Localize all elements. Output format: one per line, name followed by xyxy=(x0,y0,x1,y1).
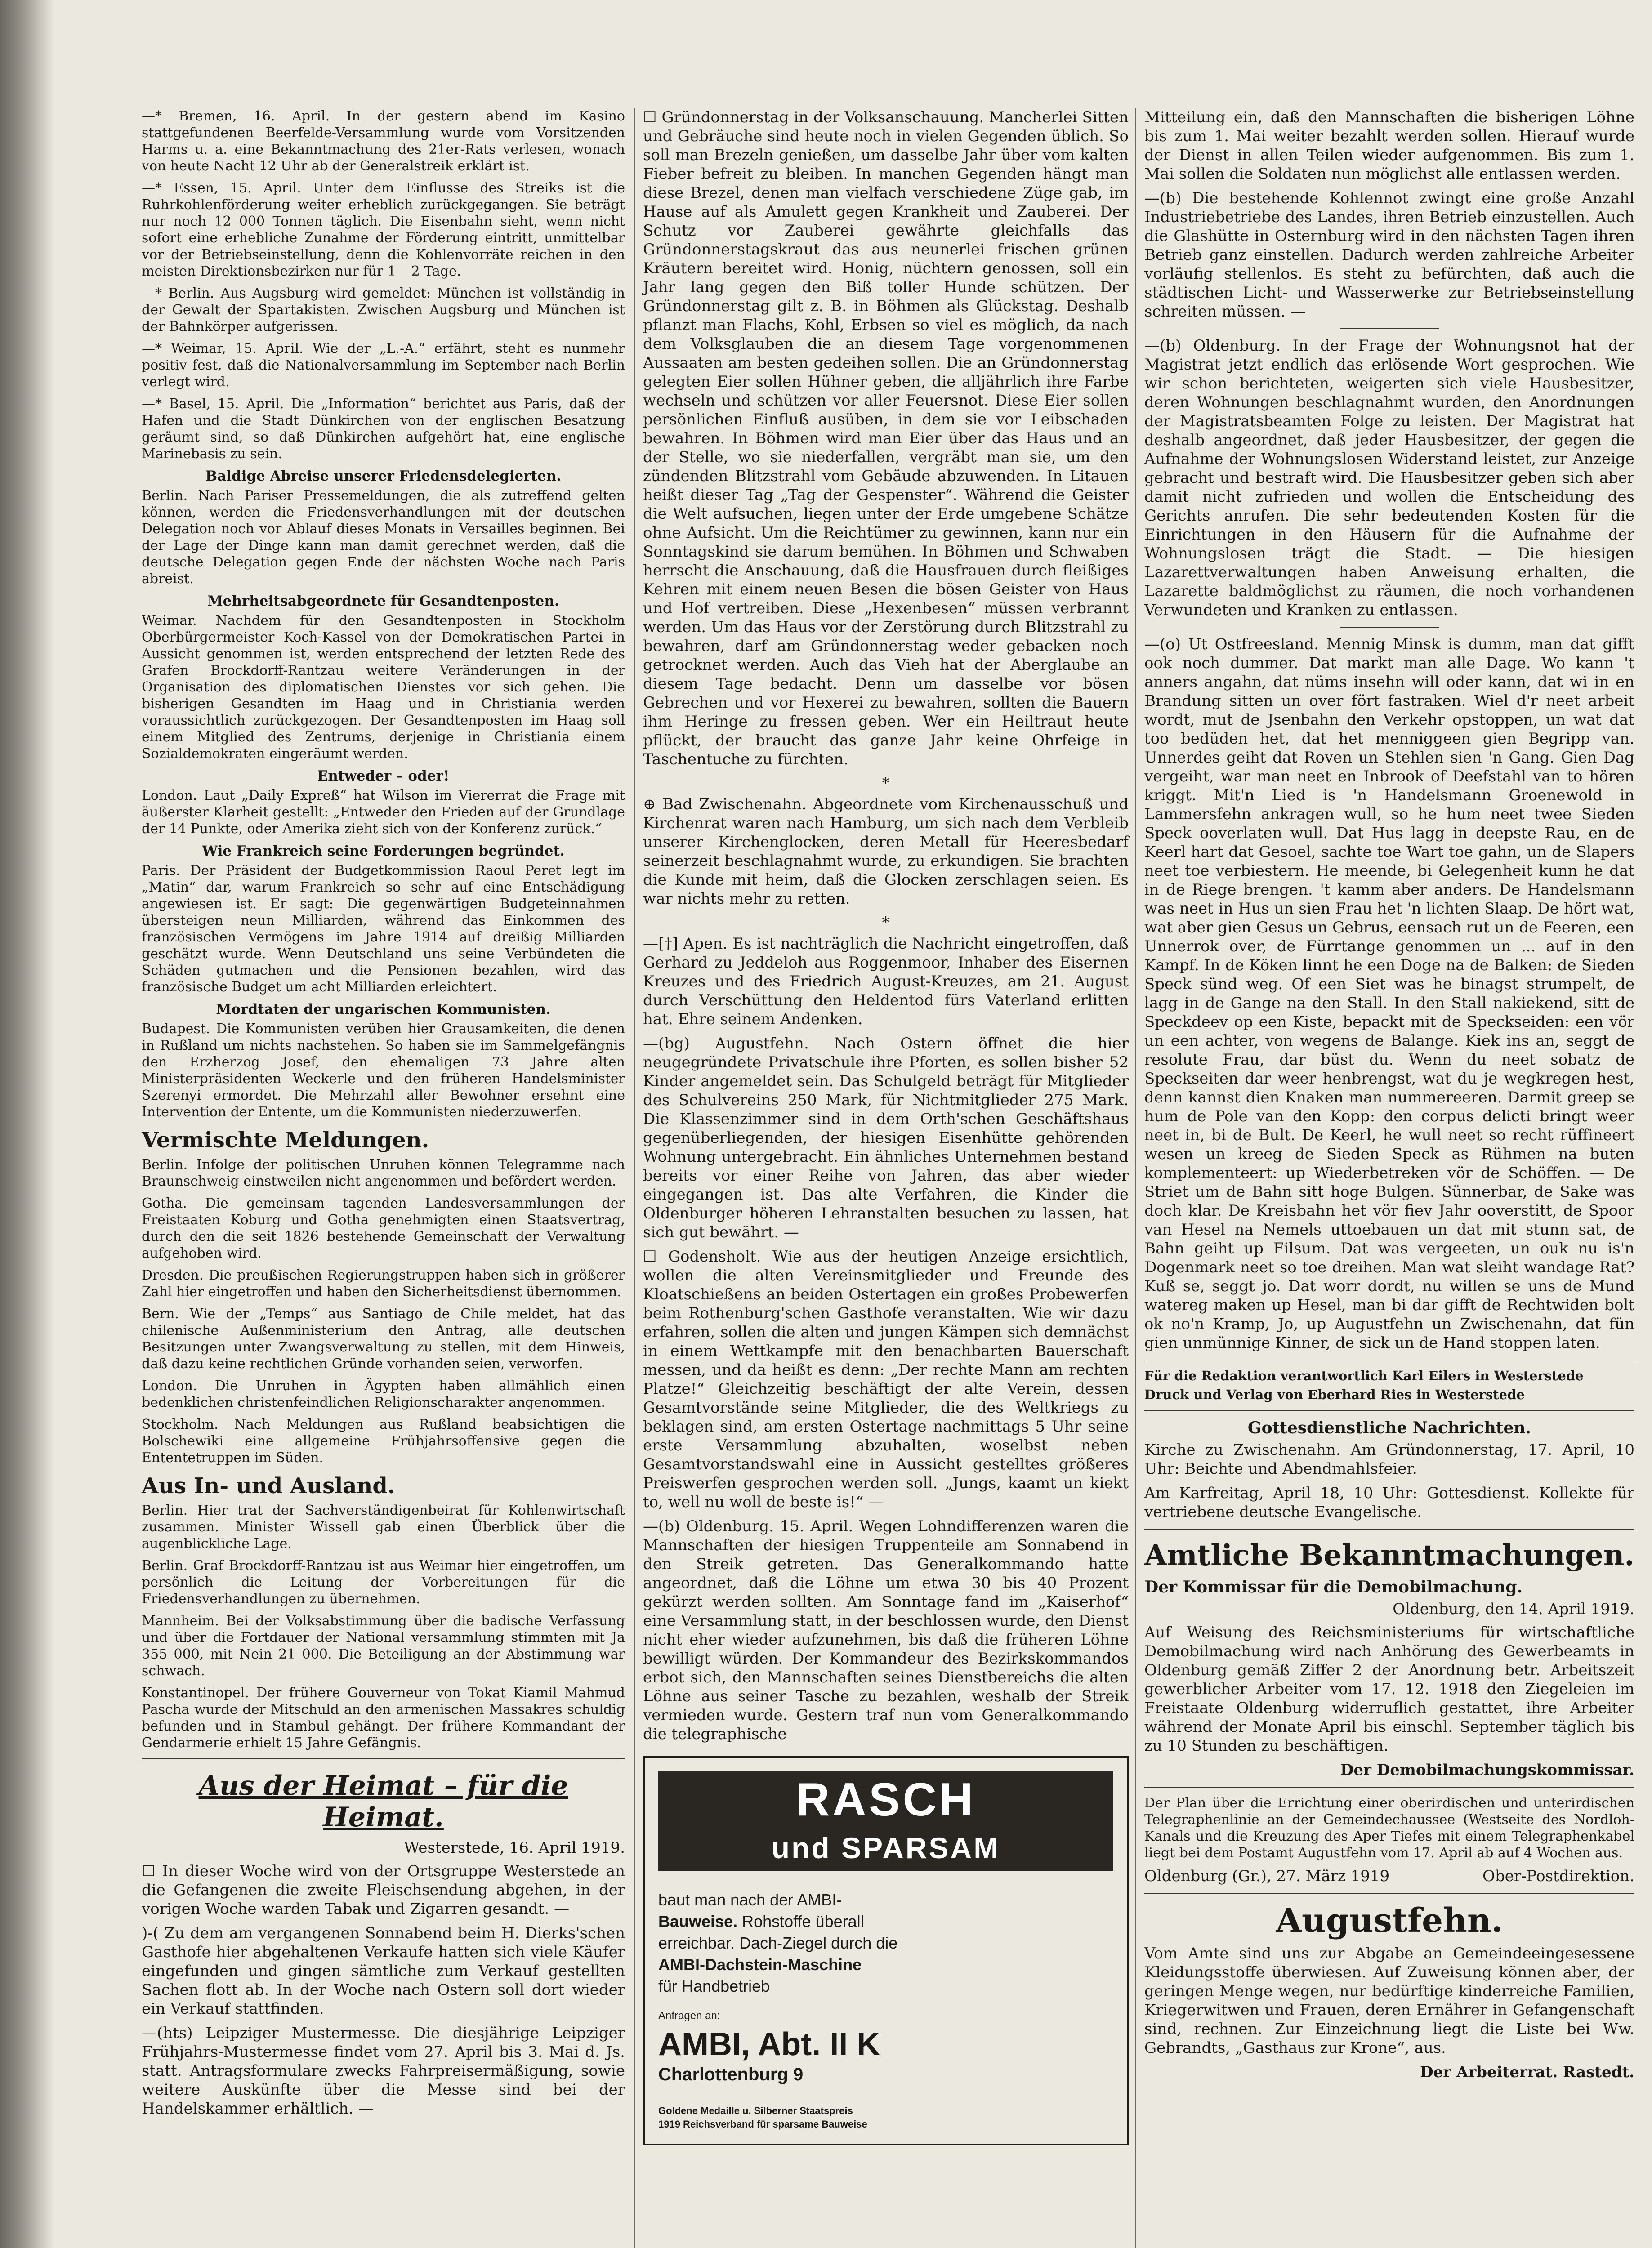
misc-bern: Bern. Wie der „Temps“ aus Santiago de Chile meldet, hat das chilenische Außenministerium den Antrag, alle deutschen Besitzungen unter Zwangsverwaltung zu stellen, mit dem Hinweis, daß dazu keine rechtlichen Gründe vorhanden seien, verworfen. xyxy=(142,1306,625,1372)
article-hungary: Budapest. Die Kommunisten verüben hier Grausamkeiten, die denen in Rußland um nichts nachstehen. So haben sie im Sammelgefängnis den Erzherzog Josef, den ehemaligen 73 Jahre alten Ministerpräsidenten Weckerle und den früheren Handelsminister Szerenyi ermordet. Die Mehrzahl aller Bewohner ersehnt eine Intervention der Entente, um die Kommunisten niederzuwerfen. xyxy=(142,1021,625,1120)
section-divider xyxy=(1144,1529,1634,1530)
misc-gotha: Gotha. Die gemeinsam tagenden Landesversammlungen der Freistaaten Koburg und Gotha genehmigten einen Staatsvertrag, durch den die seit 1826 bestehende Gemeinschaft der Verwaltung aufgehoben wird. xyxy=(142,1195,625,1261)
ad-line: erreichbar. Dach-Ziegel durch die xyxy=(658,1934,898,1952)
article-weimar: —* Weimar, 15. April. Wie der „L.-A.“ erfährt, steht es nunmehr positiv fest, daß die Nationalversammlung im September nach Berlin verlegt wird. xyxy=(142,341,625,390)
section-divider xyxy=(1144,1787,1634,1788)
article-oldenburg-continued: Mitteilung ein, daß den Mannschaften die bisherigen Löhne bis zum 1. Mai weiter bezahlt werden sollen. Hierauf wurde der Dienst in allen Teilen wieder aufgenommen. Bis zum 1. Mai sollen die Soldaten nun möglichst alle entlassen werden. xyxy=(1144,108,1634,183)
ad-company-name: AMBI, Abt. II K xyxy=(658,2026,880,2062)
misc-stockholm: Stockholm. Nach Meldungen aus Rußland beabsichtigen die Bolschewiki eine allgemeine Frühjahrsoffensive gegen die Ententetruppen im Süden. xyxy=(142,1417,625,1466)
column-rule-2 xyxy=(1135,108,1136,2248)
abroad-berlin-coal: Berlin. Hier trat der Sachverständigenbeirat für Kohlenwirtschaft zusammen. Minister Wissell gab einen Überblick über die augenblickliche Lage. xyxy=(142,1503,625,1552)
notice-authority: Der Kommissar für die Demobilmachung. xyxy=(1144,1578,1523,1597)
ad-line-rest: Rohstoffe überall xyxy=(742,1912,864,1931)
section-title-abroad: Aus In- und Ausland. xyxy=(142,1473,395,1499)
ad-headline-rasch: RASCH xyxy=(658,1771,1113,1829)
notice-working-hours: Auf Weisung des Reichsministeriums für wirtschaftliche Demobilmachung wird nach Anhörung des Gewerbeamts in Oldenburg gemäß Ziffer 2 der Anordnung betr. Arbeitszeit gewerblicher Arbeiter vom 17. 12. 1918 den Ziegeleien im Freistaate Oldenburg widerruflich gestattet, ihre Arbeiter während der Monate April bis einschl. September täglich bis zu 10 Stunden zu beschäftigen. xyxy=(1144,1624,1634,1755)
ad-product-name: AMBI-Dachstein-Maschine xyxy=(658,1955,862,1974)
page-binding-shadow xyxy=(0,0,54,2248)
article-envoys: Weimar. Nachdem für den Gesandtenposten in Stockholm Oberbürgermeister Koch-Kassel von der Demokratischen Partei in Aussicht genommen ist, werden entsprechend der letzten Rede des Grafen Brockdorff-Rantzau weitere Veränderungen in der Organisation des diplomatischen Dienstes vor sich gehen. Die bisherigen Gesandten im Haag und in Christiania werden voraussichtlich zurückgezogen. Der Gesandtenposten im Haag soll einem Mitglied des Zentrums, derjenige in Christiania einem Sozialdemokraten eingeräumt werden. xyxy=(142,613,625,762)
column-3 xyxy=(1144,108,1634,2086)
ad-line: für Handbetrieb xyxy=(658,1977,770,1995)
ad-company-city: Charlottenburg 9 xyxy=(658,2065,804,2084)
column-rule-1 xyxy=(634,108,635,2248)
augustfehn-title: Augustfehn. xyxy=(1276,1901,1503,1940)
telegraph-date: Oldenburg (Gr.), 27. März 1919 xyxy=(1144,1867,1390,1885)
official-notices-title: Amtliche Bekanntmachungen. xyxy=(1144,1539,1634,1572)
column-1 xyxy=(142,108,625,2123)
notice-date: Oldenburg, den 14. April 1919. xyxy=(1393,1600,1634,1618)
ad-bold-word: Bauweise. xyxy=(658,1912,738,1931)
ad-line xyxy=(658,1911,1113,1932)
abroad-berlin-count: Berlin. Graf Brockdorff-Rantzau ist aus Weimar hier eingetroffen, um persönlich die Leitung der Vorbereitungen für die Friedensverhandlungen zu übernehmen. xyxy=(142,1558,625,1607)
article-bremen: —* Bremen, 16. April. In der gestern abend im Kasino stattgefundenen Beerfelde-Versammlung wurde vom Vorsitzenden Harms u. a. eine Bekanntmachung des 21er-Rats verlesen, wonach von heute Nacht 12 Uhr ab der Generalstreik erklärt ist. xyxy=(142,108,625,174)
article-maundy-thursday: ☐ Gründonnerstag in der Volksanschauung. Mancherlei Sitten und Gebräuche sind heute noch in vielen Gegenden üblich. So soll man Brezeln genießen, um dasselbe Jahr über vom kalten Fieber befreit zu bleiben. In manchen Gegenden hängt man diese Brezel, denen man vielfach verschiedene Züge gab, im Hause auf als Amulett gegen Krankheit und Zauberei. Der Schutz vor Zauberei gewährte gleichfalls das Gründonnerstagskraut das aus neunerlei frischen grünen Kräutern bereitet wird. Honig, nüchtern genossen, soll ein Jahr lang gegen den Biß toller Hunde schützen. Der Gründonnerstag gilt z. B. in Böhmen als Glückstag. Deshalb pflanzt man Flachs, Kohl, Erbsen so viel es möglich, da nach dem Volksglauben die an diesem Tage vorgenommenen Aussaaten am besten gedeihen sollen. Die an Gründonnerstag gelegten Eier sollen Hühner geben, die alljährlich ihre Farbe wechseln und schützen vor aller Feuersnot. Diese Eier sollen persönlichen Einfluß ausüben, in dem sie vor Leibschaden bewahren. In Böhmen wird man Eier über das Haus und an der Stelle, wo sie niederfallen, vergräbt man sie, um den zündenden Blitzstrahl vom Gebäude abzuwenden. In Litauen heißt dieser Tag „Tag der Gespenster“. Während die Geister die Welt aufsuchen, liegen unter der Erde umgebene Schätze ohne Aufsicht. Um die Reichtümer zu gewinnen, kann nur ein Sonntagskind sie darum bemühen. In Böhmen und Schwaben herrscht die Anschauung, daß die Hausfrauen durch fleißiges Kehren mit einem neuen Besen die bösen Geister von Haus und Hof vertreiben. Diese „Hexenbesen“ müssen verbrannt werden. Um das Haus vor der Zerstörung durch Blitzstrahl zu bewahren, darf am Gründonnerstag weder gebacken noch getrocknet werden. Auch das Vieh hat der Aberglaube an diesem Tage bedacht. Denn um dasselbe vor bösen Gebrechen und vor Hexerei zu bewahren, sollten die Bauern ihm Heringe zu fressen geben. Wer ein Heiltraut heute pflückt, der braucht das ganze Jahr keine Ohrfeige in Taschentuche zu fürchten. xyxy=(643,108,1129,768)
article-delegates: Berlin. Nach Pariser Pressemeldungen, die als zutreffend gelten können, werden die Friedensverhandlungen mit der deutschen Delegation noch vor Ablauf dieses Monats in Versailles beginnen. Bei der Lage der Dinge kann man damit gerechnet werden, daß die deutsche Delegation gegen Ende der nächsten Woche nach Paris abreist. xyxy=(142,488,625,587)
notice-clothing: Vom Amte sind uns zur Abgabe an Gemeindeeingesessene Kleidungsstoffe überwiesen. Auf Zuweisung können aber, der geringen Menge wegen, nur bedürftige kinderreiche Familien, Kriegerwitwen und Frauen, deren Ernährer in Gefangenschaft sind, rechnen. Zur Einzeichnung liegt die Liste bei Ww. Gebrandts, „Gasthaus zur Krone“, aus. xyxy=(1144,1945,1634,2057)
imprint-editor: Für die Redaktion verantwortlich Karl Eilers in Westerstede xyxy=(1144,1368,1584,1383)
article-oldenburg-strike: —(b) Oldenburg. 15. April. Wegen Lohndifferenzen waren die Mannschaften der hiesigen Truppenteile am Sonnabend in den Streik getreten. Das Generalkommando hatte angeordnet, daß die Löhne um etwa 30 bis 40 Prozent gekürzt werden sollten. Am Sonntage fand im „Kaiserhof“ eine Versammlung statt, in der beschlossen wurde, den Dienst nicht eher wieder aufzunehmen, bis daß die früheren Löhne bewilligt würden. Der Kommandeur des Bezirkskommandos erbot sich, den Mannschaften seines Dienstbereichs die alten Löhne aus seiner Tasche zu bezahlen, weshalb der Streik vermieden wurde. Gestern traf nun vom Generalkommando die telegraphische xyxy=(643,1517,1129,1743)
headline-either-or: Entweder – oder! xyxy=(317,768,450,784)
article-berlin-munich: —* Berlin. Aus Augsburg wird gemeldet: München ist vollständig in der Gewalt der Spartakisten. Zwischen Augsburg und München ist der Bahnkörper aufgerissen. xyxy=(142,285,625,335)
clothing-signature: Der Arbeiterrat. Rastedt. xyxy=(1420,2063,1634,2081)
article-apen: —[†] Apen. Es ist nachträglich die Nachricht eingetroffen, daß Gerhard zu Jeddeloh aus Roggenmoor, Inhaber des Eisernen Kreuzes und des Friedrich August-Kreuzes, am 21. August durch Verschüttung den Heldentod fürs Vaterland erlitten hat. Ehre seinem Andenken. xyxy=(643,935,1129,1028)
short-divider xyxy=(1340,627,1439,628)
news-telegrams xyxy=(142,108,625,1751)
asterisk-divider: * xyxy=(882,774,890,792)
section-title-misc: Vermischte Meldungen. xyxy=(142,1128,429,1153)
ad-line: baut man nach der AMBI- xyxy=(658,1891,842,1909)
headline-hungary: Mordtaten der ungarischen Kommunisten. xyxy=(216,1001,551,1017)
misc-london: London. Die Unruhen in Ägypten haben allmählich einen bedenklichen christenfeindlichen Religionscharakter angenommen. xyxy=(142,1378,625,1410)
ad-award: Goldene Medaille u. Silberner Staatspreis xyxy=(658,2105,853,2116)
section-divider xyxy=(142,1758,625,1759)
headline-delegates: Baldige Abreise unserer Friedensdelegierten. xyxy=(205,468,562,484)
article-basel: —* Basel, 15. April. Die „Information“ berichtet aus Paris, daß der Hafen und die Stadt Dünkirchen von der englischen Besatzung geräumt sind, so daß Dünkirchen aufgehört hat, eine englische Marinebasis zu sein. xyxy=(142,396,625,462)
dateline-westerstede: Westerstede, 16. April 1919. xyxy=(404,1839,625,1857)
short-divider xyxy=(1340,328,1439,329)
church-notice-maundy: Kirche zu Zwischenahn. Am Gründonnerstag, 17. April, 10 Uhr: Beichte und Abendmahlsfeier. xyxy=(1144,1441,1634,1478)
article-france: Paris. Der Präsident der Budgetkommission Raoul Peret legt im „Matin“ dar, warum Frankreich so sehr auf eine Entschädigung angewiesen ist. Er sagt: Die gegenwärtigen Budgeteinnahmen übersteigen neun Milliarden, während das Einkommen des französischen Vermögens im Jahre 1914 auf dreißig Milliarden geschätzt wurde. Wenn Deutschland uns seine Verbündeten die Schäden gutmachen und die Pensionen bezahlen, wird das französische Budget um acht Milliarden erleichtert. xyxy=(142,863,625,995)
article-godensholt: ☐ Godensholt. Wie aus der heutigen Anzeige ersichtlich, wollen die alten Vereinsmitglieder und Freunde des Kloatschießens an beiden Ostertagen ein großes Probewerfen beim Rothenburg'schen Gasthofe veranstalten. Wie wir dazu erfahren, sollen die alten und jungen Kämpen sich demnächst in einem Wettkampfe mit den benachbarten Bauerschaft messen, und da heißt es denn: „Der rechte Mann am rechten Platze!“ Gleichzeitig beschäftigt der alte Verein, dessen Gesamtvorstände seine Mitglieder, die des Weltkriegs zu beklagen sind, am ersten Ostertage nachmittags 5 Uhr seine erste Versammlung abzuhalten, woselbst neben Gesamtvorstandswahl eine in Aussicht gestelltes größeres Preiswerfen gesprochen werden soll. „Jungs, kaamt un kiekt to, well nu woll de beste is!“ — xyxy=(643,1248,1129,1511)
telegraph-authority: Ober-Postdirektion. xyxy=(1482,1867,1634,1885)
abroad-mannheim: Mannheim. Bei der Volksabstimmung über die badische Verfassung und über die Fortdauer der National versammlung stimmten mit Ja 355 000, mit Nein 21 000. Die Beteiligung an der Abstimmung war schwach. xyxy=(142,1613,625,1679)
local-leipzig-fair: —(hts) Leipziger Mustermesse. Die diesjährige Leipziger Frühjahrs-Mustermesse findet vom 27. April bis 3. Mai d. Js. statt. Antragsformulare zwecks Fahrpreisermäßigung, sowie weitere Auskünfte über die Messe sind bei der Handelskammer erhältlich. — xyxy=(142,2024,625,2118)
section-divider xyxy=(1144,1893,1634,1894)
article-zwischenahn: ⊕ Bad Zwischenahn. Abgeordnete vom Kirchenausschuß und Kirchenrat waren nach Hamburg, um sich nach dem Verbleib unserer Kirchenglocken, deren Metall für Heeresbedarf seinerzeit beschlagnahmt wurde, zu erkundigen. Sie brachten die Kunde mit heim, daß die Glocken zerschlagen seien. Es war nichts mehr zu retten. xyxy=(643,795,1129,908)
notice-telegraph-footer xyxy=(1144,1867,1634,1886)
article-coal-shortage: —(b) Die bestehende Kohlennot zwingt eine große Anzahl Industriebetriebe des Landes, ihren Betrieb einzustellen. Auch die Glashütte in Osternburg wird in den nächsten Tagen ihren Betrieb ganz einstellen. Dadurch werden zahlreiche Arbeiter vorläufig stellenlos. Es steht zu befürchten, daß auch die städtischen Licht- und Wasserwerke zur Betriebseinstellung schreiten müssen. — xyxy=(1144,189,1634,321)
notice-telegraph-line: Der Plan über die Errichtung einer oberirdischen und unterirdischen Telegraphenlinie an der Gemeindechaussee (Westseite des Nordloh-Kanals und die Kreuzung des Aper Tiefes mit einem Telegraphenkabel liegt bei dem Postamt Augustfehn vom 17. April ab auf 4 Wochen aus. xyxy=(1144,1795,1634,1861)
headline-france: Wie Frankreich seine Forderungen begründet. xyxy=(202,843,565,859)
ad-headline-sparsam: und SPARSAM xyxy=(658,1829,1113,1871)
abroad-constantinople: Konstantinopel. Der frühere Gouverneur von Tokat Kiamil Mahmud Pascha wurde der Mitschuld an den armenischen Massakres schuldig befunden und in Stambul gehängt. Der frühere Kommandant der Gendarmerie erhielt 15 Jahre Gefängnis. xyxy=(142,1685,625,1751)
ad-inquiries-label: Anfragen an: xyxy=(658,2010,720,2022)
article-augustfehn-school: —(bg) Augustfehn. Nach Ostern öffnet die hier neugegründete Privatschule ihre Pforten, es sollen bisher 52 Kinder angemeldet sein. Das Schulgeld beträgt für Mitglieder des Schulvereins 250 Mark, für Nichtmitglieder 275 Mark. Die Klassenzimmer sind in dem Orth'schen Geschäftshaus gegenüberliegenden, der hiesigen Eisenhütte gehörenden Wohnung untergebracht. Ein ähnliches Unternehmen bestand bereits vor einer Reihe von Jahren, das aber wieder eingegangen ist. Das alte Verfahren, die Kinder die Oldenburger höheren Lehranstalten besuchen zu lassen, hat sich gut bewährt. — xyxy=(643,1035,1129,1241)
misc-berlin: Berlin. Infolge der politischen Unruhen können Telegramme nach Braunschweig einstweilen nicht angenommen und befördert werden. xyxy=(142,1157,625,1189)
advertisement-ambi xyxy=(643,1756,1129,2145)
article-ostfriesland: —(o) Ut Ostfreesland. Mennig Minsk is dumm, man dat gifft ook noch dummer. Dat markt man alle Dage. Wo kann 't anners angahn, dat nüms insehn will oder kann, dat wi in en Brandung sitten un over fört fastraken. Wiel d'r neet arbeit wordt, mut de Jsenbahn den Verkehr opstoppen, un wat dat too bedüden het, dat het menniggeen gien Begripp van. Unnerdes geiht dat Roven un Stehlen sien 'n Gang. Gien Dag vergeiht, war man neet en Inbrook of Deefstahl van to hören kriggt. Mit'n Lied is 'n Handelsmann Groenewold in Lammersfehn ankragen wull, so he hum neet twee Sieden Speck ooverlaten wull. Dat Hus lagg in deepste Rau, en de Keerl hart dat Gesoel, sachte toe Wart toe gahn, un de Slapers neet toe verbiestern. He meende, bi Gelegenheit kunn he dat in de Riege brengen. 't kamm aber anders. De Handelsmann was neet in Hus un sien Frau het 'n lichten Slaap. De hört wat, wat aber gien Gesus un Gebrus, eensach rut un de Feeren, een Unnerrok over, de Fürrtange genommen un ... auf in den Kampf. In de Köken linnt he een Doge na de Balken: de Sieden Speck sünd weg. Of een Siet was he binagst strumpelt, de lagg in de Gange na den Stall. In den Stall nakiekend, sitt de Speckdeev op een Kiste, bepackt mit de Speckseiden: een vör un een achter, von wegens de Balange. Kiek ins an, seggt de resolute Frau, dar büst du. Wenn du neet sobatz de Speckseiten dar weer henbrengst, wat du je wegkregen hest, denn kannst dien Knaken man nummereeren. Darmit greep se hum de Pole van den Kopp: den corpus delicti bringt weer neet in, bi de Bult. De Keerl, he wull neet so recht rüffineert wesen un kreeg de Sieden Speck as Rühmen na buten komplementeert: up Wiederbetreken vör de Schöffen. — De Striet um de Bahn sitt hoge Bulgen. Sünnerbar, de Sake was doch klar. De Kreisbahn het vör fiev Jahr ooverstitt, de Spoor van Hesel na Nemels uttoebauen un dat mit stunn sat, de Bahn geiht up Filsum. Dat was vergeeten, un ouk nu is'n Dogenmark neet so toe dreihen. Man wat sleiht wandage Rat? Kuß se, seggt jo. Dat worr dordt, nu willen se uns de Mund watereg maken up Hesel, man bi dar gifft de Rechtwiden bolt ok no'n Kramp, Jo, up Augustfehn un Zwischenahn, dat fün gien unmünnige Kinner, de sick un de Hand stoppen laten. xyxy=(1144,635,1634,1352)
misc-dresden: Dresden. Die preußischen Regierungstruppen haben sich in größerer Zahl hier eingetroffen und haben den Sicherheitsdienst übernommen. xyxy=(142,1267,625,1300)
ad-award-body: 1919 Reichsverband für sparsame Bauweise xyxy=(658,2119,867,2130)
local-auction: )-( Zu dem am vergangenen Sonnabend beim H. Dierks'schen Gasthofe hier abgehaltenen Verkaufe hatten sich viele Käufer eingefunden und gingen sämtliche zum Verkauf gestellten Sachen flott ab. In der Woche nach Ostern soll dort wieder ein Verkauf stattfinden. xyxy=(142,1924,625,2018)
local-prisoners: ☐ In dieser Woche wird von der Ortsgruppe Westerstede an die Gefangenen die zweite Fleischsendung abgehen, in der vorigen Woche warden Tabak und Zigarren gesandt. — xyxy=(142,1862,625,1918)
church-notice-good-friday: Am Karfreitag, April 18, 10 Uhr: Gottesdienst. Kollekte für vertriebene deutsche Evangelische. xyxy=(1144,1484,1634,1521)
article-essen: —* Essen, 15. April. Unter dem Einflusse des Streiks ist die Ruhrkohlenförderung weiter erheblich zurückgegangen. Sie beträgt nur noch 12 000 Tonnen täglich. Die Eisenbahn sieht, wenn nicht sofort eine erhebliche Zunahme der Förderung eintritt, unmittelbar vor der Betriebseinstellung, denn die Kohlenvorräte reichen in den meisten Direktionsbezirken nur für 1 – 2 Tage. xyxy=(142,180,625,279)
article-housing-shortage: —(b) Oldenburg. In der Frage der Wohnungsnot hat der Magistrat jetzt endlich das erlösende Wort gesprochen. Wie wir schon berichteten, weigerten sich viele Hausbesitzer, deren Wohnungen beschlagnahmt wurden, den Anordnungen der Magistratsbeamten Folge zu leisten. Der Magistrat hat deshalb angeordnet, daß jeder Hausbesitzer, der gegen die Aufnahme der Wohnungslosen Widerstand leistet, zur Anzeige gebracht und bestraft wird. Die Hausbesitzer geben sich aber damit nicht zufrieden und wollen die Entscheidung des Gerichts anrufen. Die sehr bedeutenden Kosten für die Einrichtungen in den Häusern für die Aufnahme der Wohnungslosen trägt die Stadt. — Die hiesigen Lazarettverwaltungen haben Anweisung erhalten, die Lazarette baldmöglichst zu räumen, die noch vorhandenen Verwundeten und Kranken zu entlassen. xyxy=(1144,337,1634,619)
notice-signature: Der Demobilmachungskommissar. xyxy=(1340,1761,1634,1779)
asterisk-divider: * xyxy=(882,914,890,932)
church-notices-title: Gottesdienstliche Nachrichten. xyxy=(1247,1418,1531,1437)
article-either-or: London. Laut „Daily Expreß“ hat Wilson im Viererrat die Frage mit äußerster Klarheit gestellt: „Entweder den Frieden auf der Grundlage der 14 Punkte, oder Amerika zieht sich von der Konferenz zurück.“ xyxy=(142,788,625,837)
section-divider xyxy=(1144,1410,1634,1411)
headline-envoys: Mehrheitsabgeordnete für Gesandtenposten. xyxy=(207,593,559,609)
column-2 xyxy=(643,108,1129,2150)
section-banner-heimat: Aus der Heimat – für die Heimat. xyxy=(198,1770,568,1833)
imprint-publisher: Druck und Verlag von Eberhard Ries in Westerstede xyxy=(1144,1387,1525,1402)
